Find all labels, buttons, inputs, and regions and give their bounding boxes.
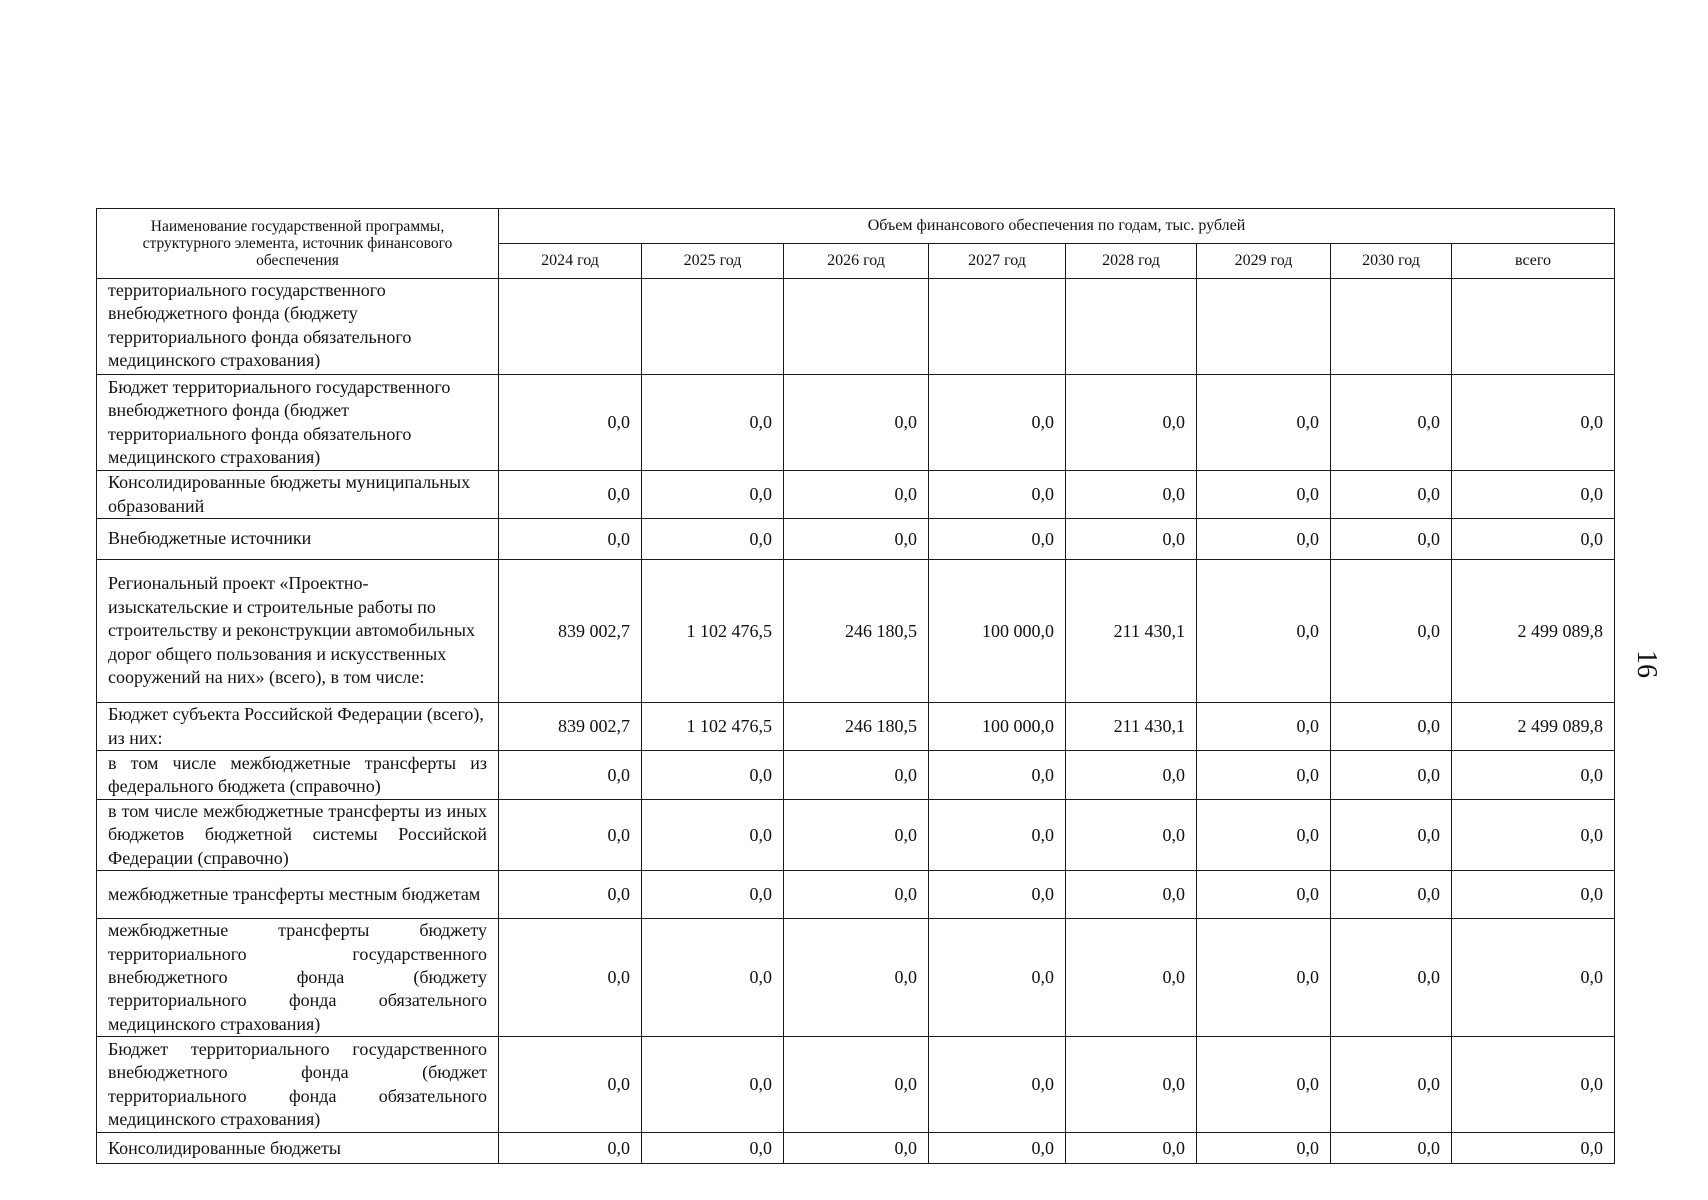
cell-value: 0,0 (1066, 1037, 1197, 1133)
table-row (97, 519, 1615, 560)
table-row (97, 751, 1615, 800)
cell-value: 0,0 (929, 471, 1066, 519)
cell-value: 0,0 (642, 751, 784, 800)
cell-value: 0,0 (929, 1037, 1066, 1133)
cell-total: 2 499 089,8 (1452, 703, 1615, 751)
cell-value: 0,0 (499, 1133, 642, 1164)
cell-total: 0,0 (1452, 871, 1615, 919)
cell-value (642, 279, 784, 375)
cell-value: 0,0 (642, 471, 784, 519)
row-label: межбюджетные трансферты бюджету территориального государственного внебюджетного фонда (бюджету территориального фонда обязательного медицинского страхования) (97, 919, 499, 1037)
cell-total (1452, 279, 1615, 375)
cell-value: 0,0 (1197, 519, 1331, 560)
cell-value: 0,0 (784, 375, 929, 471)
cell-value: 839 002,7 (499, 703, 642, 751)
cell-value: 0,0 (642, 800, 784, 871)
cell-value: 0,0 (1066, 1133, 1197, 1164)
header-name-column: Наименование государственной программы, структурного элемента, источник финансового обеспечения (97, 209, 499, 279)
row-label: в том числе межбюджетные трансферты из федерального бюджета (справочно) (97, 751, 499, 800)
header-year-2028: 2028 год (1066, 244, 1197, 279)
table-row (97, 703, 1615, 751)
cell-value: 0,0 (642, 375, 784, 471)
row-label: Бюджет территориального государственного внебюджетного фонда (бюджет территориального фонда обязательного медицинского страхования) (97, 1037, 499, 1133)
cell-total: 0,0 (1452, 919, 1615, 1037)
cell-value (929, 279, 1066, 375)
header-year-2026: 2026 год (784, 244, 929, 279)
cell-value (1331, 279, 1452, 375)
cell-value: 0,0 (784, 519, 929, 560)
cell-value: 0,0 (1197, 919, 1331, 1037)
cell-value: 0,0 (642, 919, 784, 1037)
cell-value: 0,0 (1066, 919, 1197, 1037)
cell-value: 0,0 (1331, 919, 1452, 1037)
cell-value: 0,0 (1331, 800, 1452, 871)
row-label: межбюджетные трансферты местным бюджетам (97, 871, 499, 919)
cell-value: 0,0 (1066, 471, 1197, 519)
cell-value: 0,0 (1331, 1133, 1452, 1164)
cell-value: 0,0 (1331, 471, 1452, 519)
cell-value: 0,0 (642, 871, 784, 919)
cell-value: 0,0 (929, 751, 1066, 800)
cell-value: 0,0 (1331, 871, 1452, 919)
cell-value: 100 000,0 (929, 560, 1066, 703)
cell-value: 0,0 (1197, 800, 1331, 871)
table-row (97, 560, 1615, 703)
cell-value: 211 430,1 (1066, 560, 1197, 703)
cell-value: 0,0 (784, 871, 929, 919)
cell-total: 0,0 (1452, 519, 1615, 560)
cell-value: 0,0 (499, 471, 642, 519)
cell-value: 0,0 (784, 751, 929, 800)
cell-value: 0,0 (1197, 560, 1331, 703)
cell-value: 0,0 (1066, 871, 1197, 919)
cell-value: 0,0 (499, 1037, 642, 1133)
cell-value: 246 180,5 (784, 560, 929, 703)
cell-value: 0,0 (1197, 471, 1331, 519)
page-number: 16 (1631, 650, 1662, 678)
header-year-2025: 2025 год (642, 244, 784, 279)
cell-value: 0,0 (1197, 751, 1331, 800)
cell-value: 0,0 (499, 919, 642, 1037)
header-year-2024: 2024 год (499, 244, 642, 279)
cell-value: 0,0 (784, 471, 929, 519)
cell-value: 0,0 (1066, 519, 1197, 560)
cell-value: 0,0 (642, 1133, 784, 1164)
row-label: в том числе межбюджетные трансферты из иных бюджетов бюджетной системы Российской Федерации (справочно) (97, 800, 499, 871)
cell-value: 0,0 (929, 1133, 1066, 1164)
row-label: Консолидированные бюджеты муниципальных образований (97, 471, 499, 519)
cell-total: 0,0 (1452, 800, 1615, 871)
cell-value: 0,0 (929, 375, 1066, 471)
table-body (97, 279, 1615, 1164)
cell-value: 0,0 (499, 751, 642, 800)
cell-value: 0,0 (1331, 560, 1452, 703)
cell-value: 0,0 (642, 519, 784, 560)
cell-value (784, 279, 929, 375)
cell-value: 0,0 (784, 1133, 929, 1164)
cell-value: 1 102 476,5 (642, 703, 784, 751)
table-row (97, 375, 1615, 471)
cell-value: 0,0 (929, 919, 1066, 1037)
cell-value: 0,0 (1197, 375, 1331, 471)
finance-table (96, 208, 1615, 1164)
row-label: территориального государственного внебюджетного фонда (бюджету территориального фонда обязательного медицинского страхования) (97, 279, 499, 375)
cell-value: 0,0 (1331, 751, 1452, 800)
cell-value: 211 430,1 (1066, 703, 1197, 751)
table-row (97, 279, 1615, 375)
header-volume-title: Объем финансового обеспечения по годам, тыс. рублей (499, 209, 1615, 244)
table-row (97, 800, 1615, 871)
row-label: Внебюджетные источники (97, 519, 499, 560)
header-row-top (97, 209, 1615, 244)
cell-total: 2 499 089,8 (1452, 560, 1615, 703)
cell-value: 1 102 476,5 (642, 560, 784, 703)
table-row (97, 919, 1615, 1037)
cell-value: 839 002,7 (499, 560, 642, 703)
header-year-2029: 2029 год (1197, 244, 1331, 279)
cell-value: 0,0 (929, 519, 1066, 560)
cell-value (1066, 279, 1197, 375)
table-row (97, 471, 1615, 519)
row-label: Региональный проект «Проектно-изыскательские и строительные работы по строительству и реконструкции автомобильных дорог общего пользования и искусственных сооружений на них» (всего), в том числе: (97, 560, 499, 703)
cell-value: 0,0 (1197, 1037, 1331, 1133)
table-row (97, 1133, 1615, 1164)
header-total: всего (1452, 244, 1615, 279)
cell-value: 0,0 (784, 919, 929, 1037)
cell-value: 0,0 (929, 800, 1066, 871)
cell-total: 0,0 (1452, 471, 1615, 519)
table-row (97, 871, 1615, 919)
cell-value: 0,0 (1197, 1133, 1331, 1164)
cell-value: 0,0 (1197, 703, 1331, 751)
row-label: Консолидированные бюджеты (97, 1133, 499, 1164)
cell-value (1197, 279, 1331, 375)
cell-total: 0,0 (1452, 1037, 1615, 1133)
cell-value: 0,0 (642, 1037, 784, 1133)
header-year-2030: 2030 год (1331, 244, 1452, 279)
cell-value: 0,0 (929, 871, 1066, 919)
cell-value: 0,0 (499, 519, 642, 560)
cell-total: 0,0 (1452, 751, 1615, 800)
cell-value: 0,0 (499, 871, 642, 919)
cell-value: 246 180,5 (784, 703, 929, 751)
cell-value: 0,0 (1331, 1037, 1452, 1133)
cell-value: 0,0 (1066, 800, 1197, 871)
cell-value: 0,0 (784, 1037, 929, 1133)
cell-total: 0,0 (1452, 1133, 1615, 1164)
cell-value: 0,0 (1331, 375, 1452, 471)
table-row (97, 1037, 1615, 1133)
row-label: Бюджет субъекта Российской Федерации (всего), из них: (97, 703, 499, 751)
cell-value: 100 000,0 (929, 703, 1066, 751)
row-label: Бюджет территориального государственного внебюджетного фонда (бюджет территориального фонда обязательного медицинского страхования) (97, 375, 499, 471)
header-year-2027: 2027 год (929, 244, 1066, 279)
cell-value: 0,0 (1331, 519, 1452, 560)
cell-value: 0,0 (499, 375, 642, 471)
cell-value: 0,0 (1066, 375, 1197, 471)
cell-value: 0,0 (1197, 871, 1331, 919)
cell-value (499, 279, 642, 375)
cell-value: 0,0 (499, 800, 642, 871)
cell-value: 0,0 (1066, 751, 1197, 800)
cell-value: 0,0 (784, 800, 929, 871)
cell-value: 0,0 (1331, 703, 1452, 751)
cell-total: 0,0 (1452, 375, 1615, 471)
